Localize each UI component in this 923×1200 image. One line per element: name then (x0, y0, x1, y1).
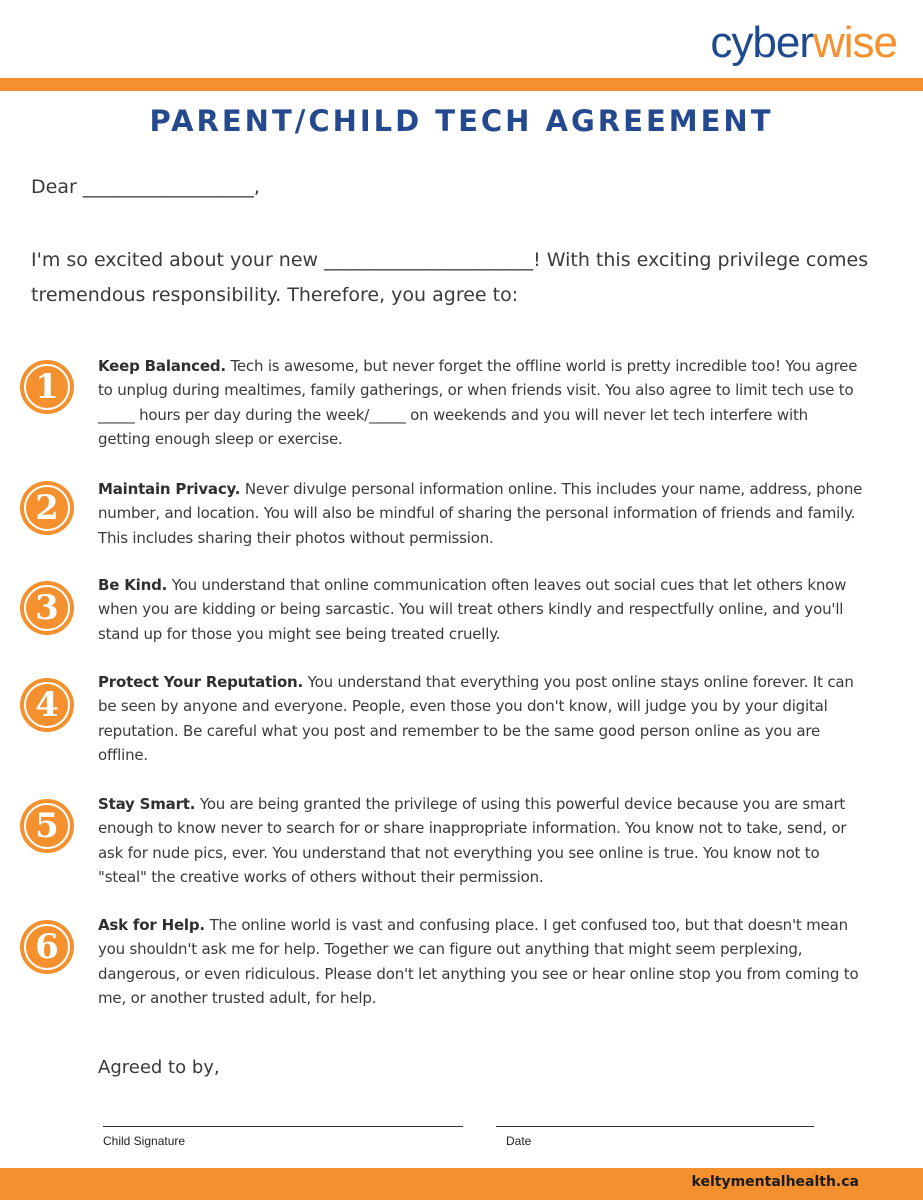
number-badge-icon (20, 581, 74, 635)
logo-wise: wise (812, 18, 897, 67)
footer-bar (0, 1168, 923, 1200)
child-signature-line[interactable] (103, 1126, 463, 1127)
badge-number: 2 (35, 488, 59, 528)
number-badge-icon (20, 799, 74, 853)
item-text (98, 792, 863, 889)
number-badge-icon (20, 360, 74, 414)
page-title: PARENT/CHILD TECH AGREEMENT (149, 104, 774, 138)
number-badge-icon (20, 920, 74, 974)
item-heading: Protect Your Reputation. (98, 673, 304, 691)
item-text (98, 670, 863, 767)
badge-number: 4 (35, 685, 59, 725)
item-body: You understand that everything you post online stays online forever. It can be seen by anyone and everyone. People, even those you don't know, will judge you by your digital reputation. Be careful what you post and remember to be the same good person online as you are offline. (98, 673, 854, 764)
item-text (98, 354, 863, 451)
item-heading: Ask for Help. (98, 916, 205, 934)
number-badge-icon (20, 481, 74, 535)
child-signature-label: Child Signature (103, 1134, 186, 1148)
agreed-to-by: Agreed to by, (98, 1057, 220, 1078)
item-body: Never divulge personal information online. This includes your name, address, phone number, and location. You will also be mindful of sharing the personal information of friends and family. This includes sharing their photos without permission. (98, 480, 863, 547)
item-text (98, 573, 863, 646)
item-heading: Keep Balanced. (98, 357, 226, 375)
badge-number: 5 (35, 806, 59, 846)
item-body: The online world is vast and confusing place. I get confused too, but that doesn't mean you shouldn't ask me for help. Together we can figure out anything that might seem perplexing, dangerous, or even ridiculous. Please don't let anything you see or hear online stop you from coming to me, or another trusted adult, for help. (98, 916, 859, 1007)
cyberwise-logo (710, 18, 897, 68)
item-heading: Maintain Privacy. (98, 480, 241, 498)
item-heading: Stay Smart. (98, 795, 196, 813)
date-line[interactable] (496, 1126, 814, 1127)
footer-url: keltymentalhealth.ca (691, 1174, 859, 1190)
logo-cyber: cyber (710, 18, 813, 67)
date-label: Date (506, 1134, 532, 1148)
item-body: Tech is awesome, but never forget the offline world is pretty incredible too! You agree to unplug during mealtimes, family gatherings, or when friends visit. You also agree to limit tech use to _____ hours per day during the week/_____ on weekends and you will never let tech interfere with getting enough sleep or exercise. (98, 357, 858, 448)
top-accent-bar (0, 78, 923, 91)
item-text (98, 477, 863, 550)
item-body: You are being granted the privilege of using this powerful device because you are smart enough to know never to search for or share inappropriate information. You know not to take, send, or ask for nude pics, ever. You understand that not everything you see online is true. You know not to "steal" the creative works of others without their permission. (98, 795, 847, 886)
badge-number: 1 (35, 367, 59, 407)
badge-number: 3 (35, 588, 59, 628)
item-heading: Be Kind. (98, 576, 168, 594)
greeting: Dear __________________, (31, 176, 260, 198)
number-badge-icon (20, 678, 74, 732)
item-text (98, 913, 863, 1010)
item-body: You understand that online communication often leaves out social cues that let others know when you are kidding or being sarcastic. You will treat others kindly and respectfully online, and you'll stand up for those you might see being treated cruelly. (98, 576, 847, 643)
badge-number: 6 (35, 927, 59, 967)
intro-paragraph: I'm so excited about your new ______________________! With this exciting privilege comes tremendous responsibility. Therefore, you agree to: (31, 249, 869, 306)
